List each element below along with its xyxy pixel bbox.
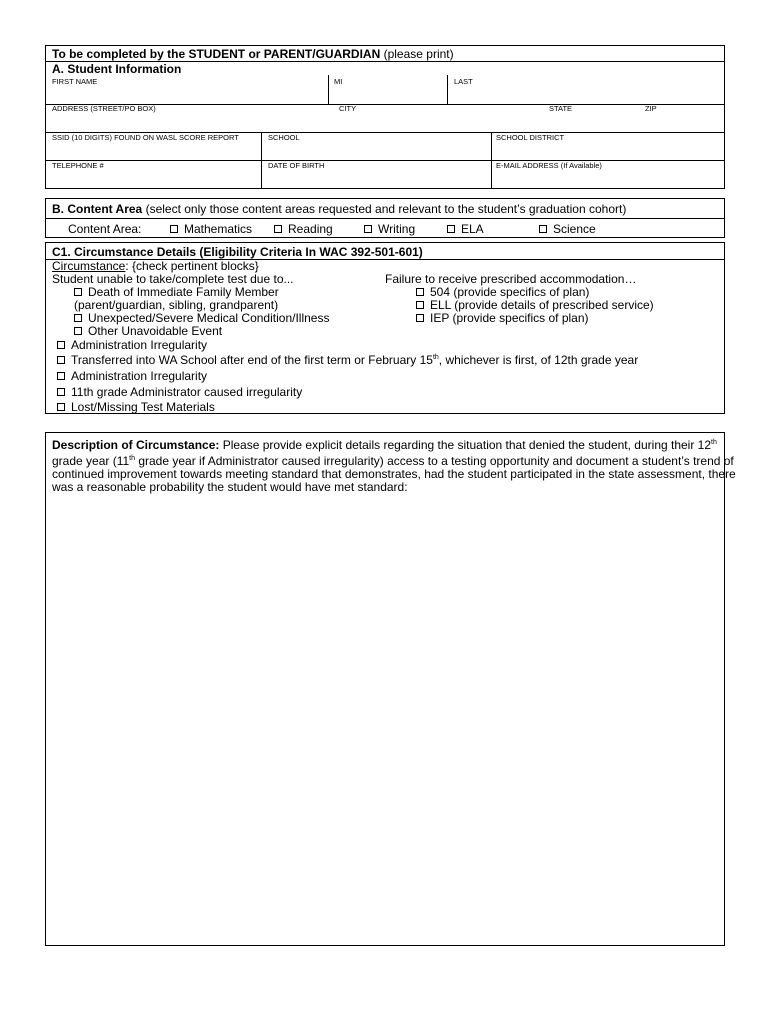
administration-irregularity-option-2[interactable]: Administration Irregularity — [57, 369, 207, 383]
other-event-option[interactable]: Other Unavoidable Event — [74, 324, 222, 338]
circumstance-instruction: Circumstance: {check pertinent blocks} — [52, 259, 259, 273]
transferred-checkbox[interactable] — [57, 356, 65, 364]
ela-option[interactable]: ELA — [447, 222, 484, 236]
content-area-label: Content Area: — [68, 222, 142, 236]
student-information-block — [45, 45, 725, 189]
death-checkbox[interactable] — [74, 288, 82, 296]
other-event-checkbox[interactable] — [74, 327, 82, 335]
school-district-label: SCHOOL DISTRICT — [496, 133, 565, 142]
lost-materials-option[interactable]: Lost/Missing Test Materials — [57, 400, 215, 414]
administration-irregularity-option-1[interactable]: Administration Irregularity — [57, 338, 207, 352]
science-checkbox[interactable] — [539, 225, 547, 233]
death-note: (parent/guardian, sibling, grandparent) — [74, 298, 279, 312]
zip-label: ZIP — [645, 104, 657, 113]
address-label: ADDRESS (STREET/PO BOX) — [52, 104, 156, 113]
circumstance-details-block — [45, 242, 725, 414]
ssid-label: SSID (10 DIGITS) FOUND ON WASL SCORE REPORT — [52, 133, 239, 142]
mathematics-option[interactable]: Mathematics — [170, 222, 252, 236]
first-name-label: FIRST NAME — [52, 77, 98, 86]
iep-option[interactable]: IEP (provide specifics of plan) — [416, 311, 589, 325]
medical-checkbox[interactable] — [74, 314, 82, 322]
section-c1-title: C1. Circumstance Details (Eligibility Criteria In WAC 392-501-601) — [52, 245, 423, 259]
medical-option[interactable]: Unexpected/Severe Medical Condition/Illness — [74, 311, 329, 325]
reading-checkbox[interactable] — [274, 225, 282, 233]
dob-label: DATE OF BIRTH — [268, 161, 325, 170]
death-option[interactable]: Death of Immediate Family Member — [74, 285, 279, 299]
reading-option[interactable]: Reading — [274, 222, 333, 236]
mathematics-checkbox[interactable] — [170, 225, 178, 233]
writing-option[interactable]: Writing — [364, 222, 415, 236]
description-block[interactable] — [45, 432, 736, 946]
telephone-label: TELEPHONE # — [52, 161, 104, 170]
administration-irregularity-checkbox-2[interactable] — [57, 372, 65, 380]
content-area-block — [45, 198, 725, 238]
science-option[interactable]: Science — [539, 222, 596, 236]
ell-option[interactable]: ELL (provide details of prescribed service) — [416, 298, 654, 312]
transferred-text: Transferred into WA School after end of the first term or February 15th, whichever is first, of 12th grade year — [71, 353, 639, 367]
section-a-title: A. Student Information — [52, 62, 182, 76]
checkbox-504[interactable] — [416, 288, 424, 296]
administration-irregularity-checkbox-1[interactable] — [57, 341, 65, 349]
transferred-option[interactable] — [57, 353, 638, 367]
email-label: E-MAIL ADDRESS (If Available) — [496, 161, 602, 170]
lost-materials-checkbox[interactable] — [57, 403, 65, 411]
writing-checkbox[interactable] — [364, 225, 372, 233]
school-label: SCHOOL — [268, 133, 300, 142]
state-label: STATE — [549, 104, 573, 113]
grade11-option[interactable]: 11th grade Administrator caused irregularity — [57, 385, 302, 399]
last-label: LAST — [454, 77, 473, 86]
mi-label: MI — [334, 77, 343, 86]
section-b-title: B. Content Area (select only those content areas requested and relevant to the student’s graduation cohort) — [52, 202, 627, 216]
city-label: CITY — [339, 104, 357, 113]
iep-checkbox[interactable] — [416, 314, 424, 322]
failure-text: Failure to receive prescribed accommodation… — [385, 272, 637, 286]
form-title: To be completed by the STUDENT or PARENT/GUARDIAN (please print) — [52, 47, 454, 61]
ell-checkbox[interactable] — [416, 301, 424, 309]
unable-text: Student unable to take/complete test due to... — [52, 272, 294, 286]
grade11-checkbox[interactable] — [57, 388, 65, 396]
description-text: Description of Circumstance: Please provide explicit details regarding the situation that denied the student, during their 12th grade year (11th grade year if Administrator caused irregularity) access to a testing opportunity and document a student’s trend of continued improvement towards meeting standard that demonstrates, had the student participated in the state assessment, there was a reasonable probability the student would have met standard: — [52, 438, 736, 494]
option-504[interactable]: 504 (provide specifics of plan) — [416, 285, 589, 299]
ela-checkbox[interactable] — [447, 225, 455, 233]
